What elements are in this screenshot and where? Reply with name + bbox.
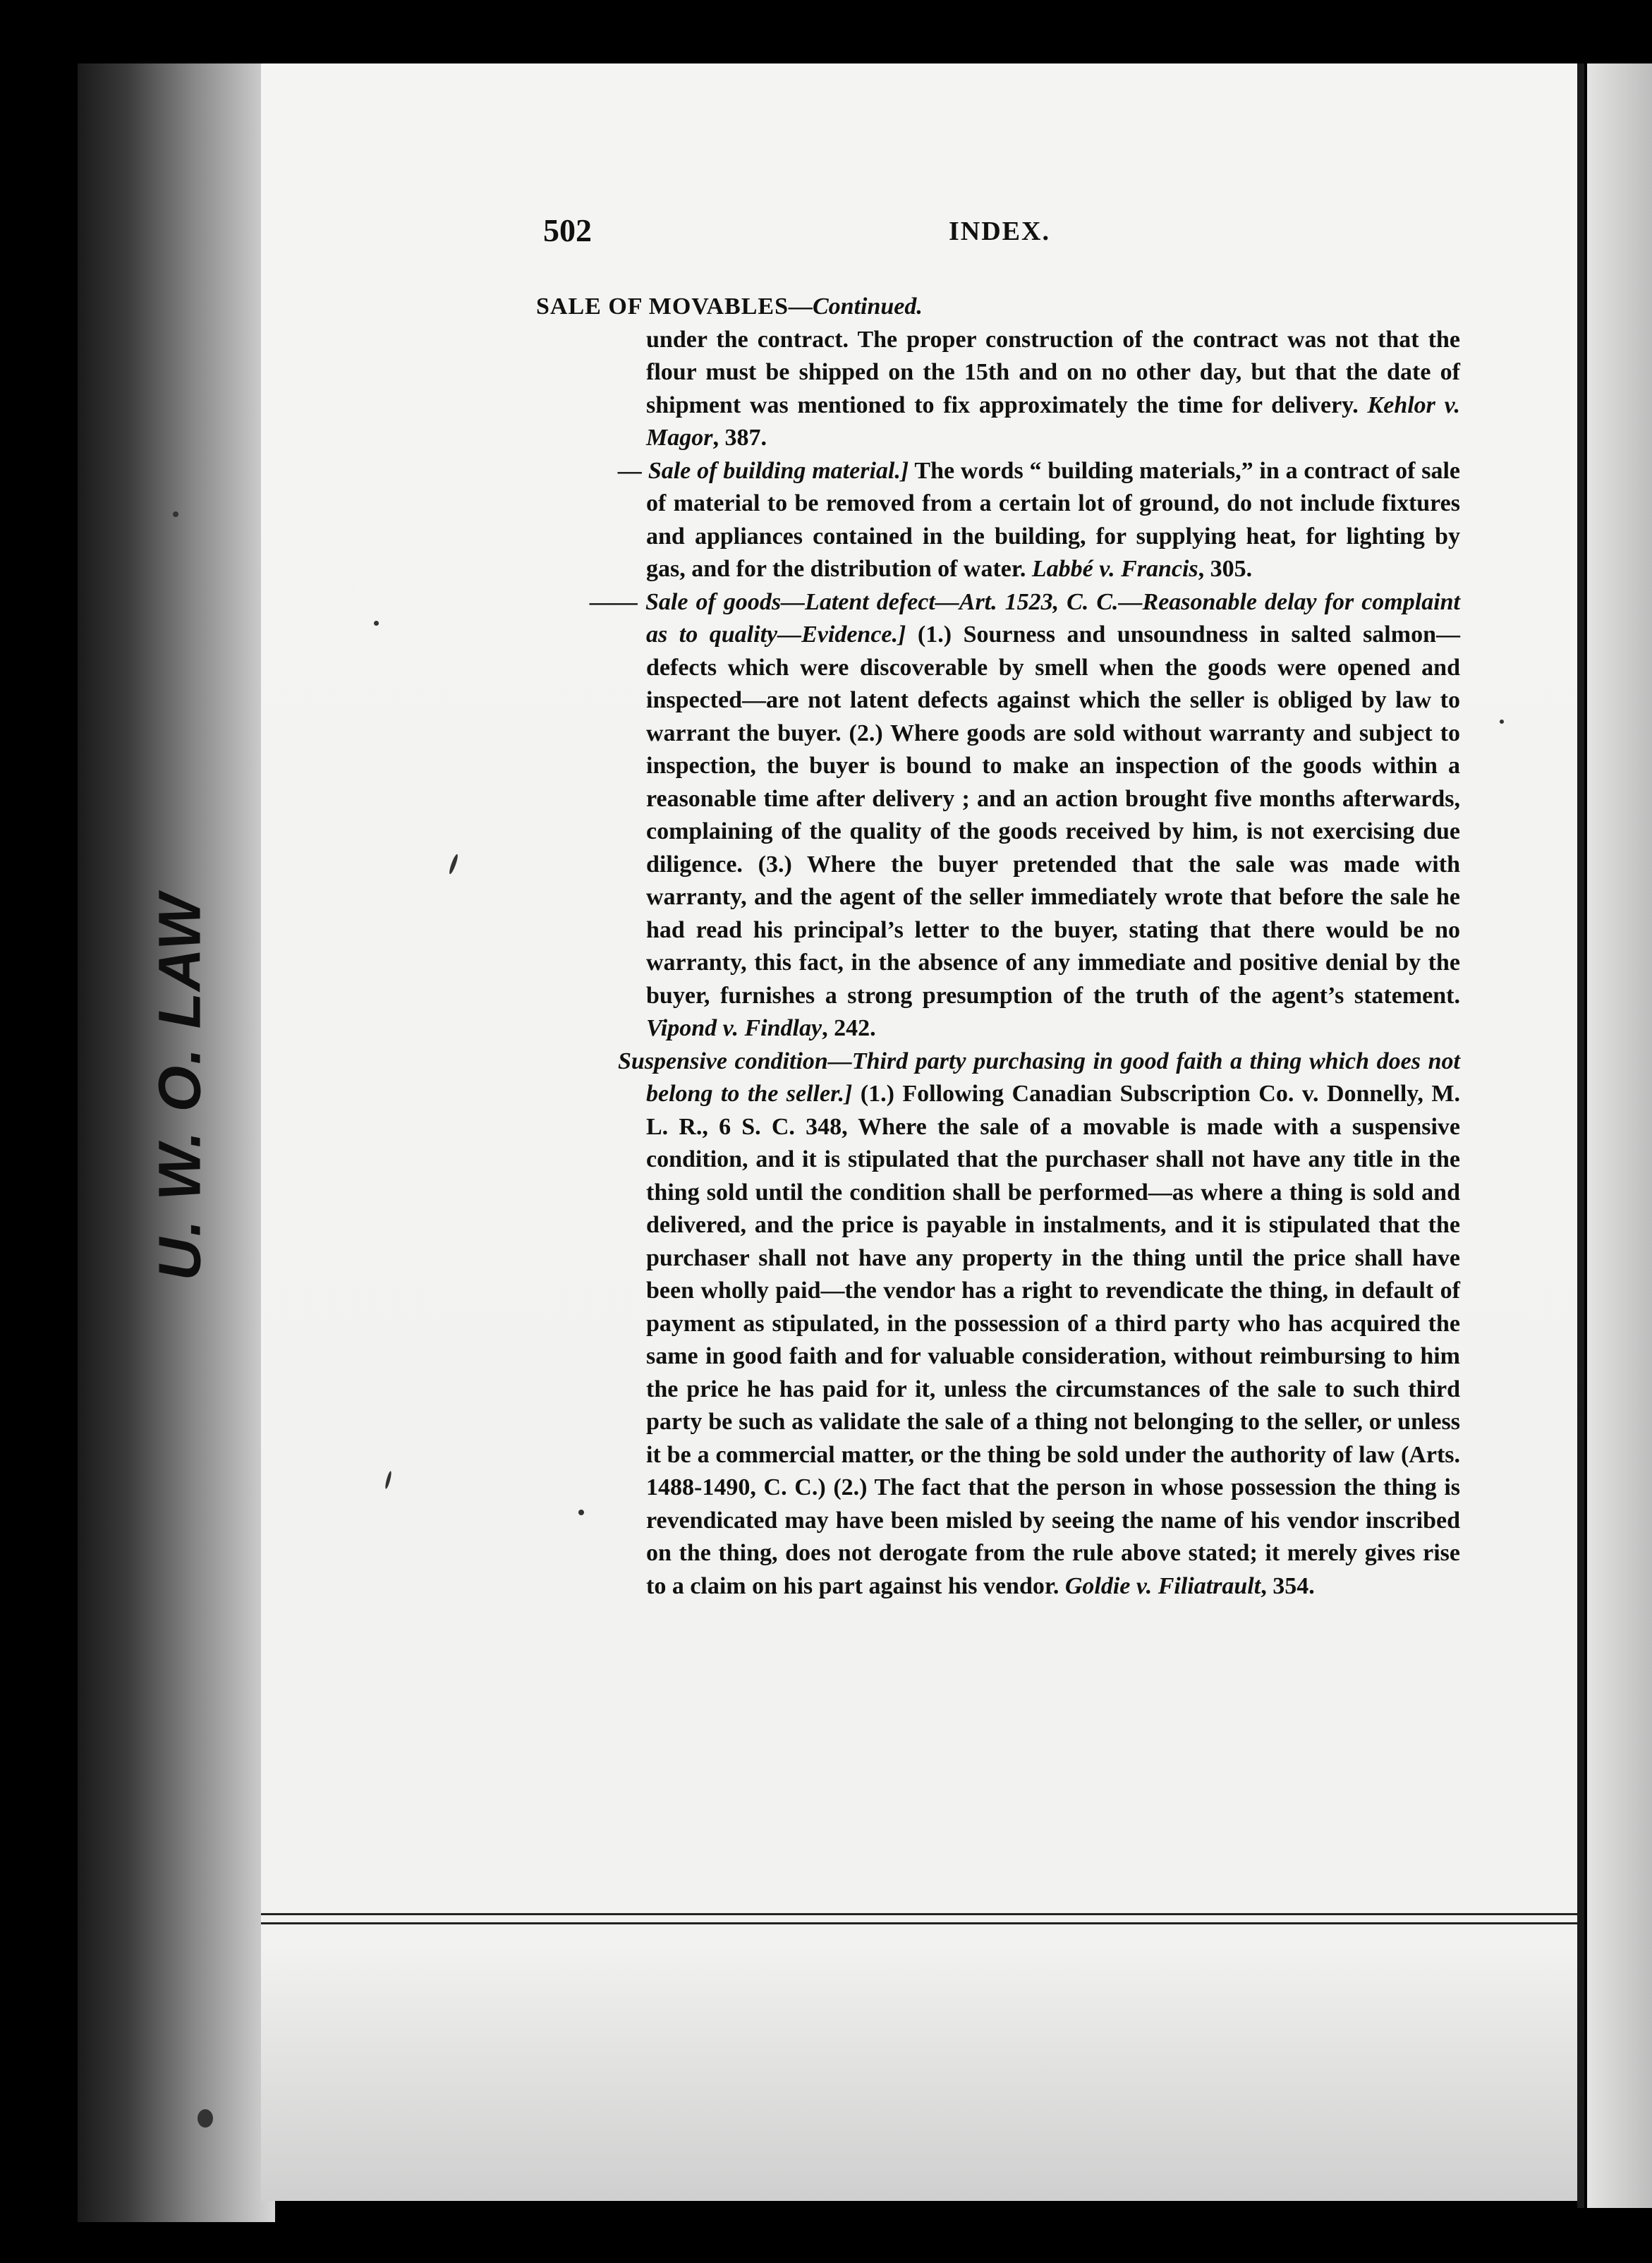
- index-entry: [618, 455, 1460, 586]
- case-page: , 242.: [822, 1015, 876, 1041]
- entry-text: under the contract. The proper construction of the contract was not that the flour must be shipped on the 15th and on no other day, but that the date of shipment was mentioned to fix approximately the time for delivery.: [646, 326, 1460, 418]
- scan-speck: [1500, 720, 1504, 724]
- index-entry: [590, 586, 1460, 1045]
- entry-text: (1.) Sourness and unsoundness in salted salmon—defects which were discoverable by smell when the goods were opened and inspected—are not latent defects against which the seller is obliged by law to warrant the buyer. (2.) Where goods are sold without warranty and subject to inspection, the buyer is bound to make an inspection of the goods within a reasonable time after delivery ; and an action brought five months afterwards, complaining of the quality of the goods received by him, is not exercising due diligence. (3.) Where the buyer pretended that the sale was made with warranty, and the agent of the seller immediately wrote that before the sale he had read his principal’s letter to the buyer, stating that there would be no warranty, this fact, in the absence of any immediate and positive denial by the buyer, furnishes a strong presumption of the truth of the agent’s statement.: [646, 621, 1460, 1009]
- scan-speck: [578, 1510, 584, 1515]
- scan-speck: [173, 511, 178, 517]
- entry-lead-in: Suspensive condition—Third party purchasing in good faith a thing which does not belong to the seller.]: [618, 1048, 1460, 1107]
- scan-speck: [198, 2109, 213, 2128]
- library-stamp-text: U. W. O. LAW: [146, 892, 213, 1280]
- case-name: Goldie v. Filiatrault: [1064, 1572, 1261, 1599]
- running-title: INDEX.: [949, 217, 1050, 246]
- case-page: , 354.: [1261, 1572, 1315, 1599]
- index-body: [536, 291, 1460, 1603]
- bottom-rule: [261, 1913, 1577, 1924]
- page-gutter: [1577, 63, 1584, 2208]
- page-number: 502: [543, 212, 592, 248]
- case-name: Kehlor v. Magor: [646, 392, 1460, 451]
- library-stamp: [134, 889, 226, 1284]
- facing-page-edge: [1587, 63, 1652, 2208]
- case-page: , 387.: [712, 425, 767, 451]
- case-page: , 305.: [1198, 556, 1253, 582]
- section-heading-title: SALE OF MOVABLES: [536, 293, 789, 320]
- section-heading-suffix: —Continued.: [788, 293, 923, 320]
- index-entry: [618, 1045, 1460, 1603]
- case-name: Labbé v. Francis: [1031, 556, 1198, 582]
- entry-lead-in: — Sale of building material.]: [618, 457, 909, 484]
- case-name: Vipond v. Findlay: [646, 1015, 822, 1041]
- index-entry: [646, 324, 1460, 455]
- page-header: [543, 212, 1453, 254]
- section-heading: [536, 291, 1460, 324]
- scan-speck: [374, 621, 379, 626]
- entry-text: The words “ building materials,” in a contract of sale of material to be removed from a certain lot of ground, do not include fixtures and appliances contained in the building, for supplying heat, for lighting by gas, and for the distribution of water.: [646, 457, 1460, 582]
- entry-text: (1.) Following Canadian Subscription Co. v. Donnelly, M. L. R., 6 S. C. 348, Where the sale of a movable is made with a suspensive condition, and it is stipulated that the purchaser shall not have any title in the thing sold until the condition shall be performed—as where a thing is sold and delivered, and the price is payable in instalments, and it is stipulated that the purchaser shall not have any property in the thing until the price shall have been wholly paid—the vendor has a right to revendicate the thing, in default of payment as stipulated, in the possession of a third party who has acquired the same in good faith and for valuable consideration, without reimbursing to him the price he has paid for it, unless the circumstances of the sale to such third party be such as validate the sale of a thing not belonging to the seller, or unless it be a commercial matter, or the thing be sold under the authority of law (Arts. 1488-1490, C. C.) (2.) The fact that the person in whose possession the thing is revendicated may have been misled by seeing the name of his vendor inscribed on the thing, does not derogate from the rule above stated; it merely gives rise to a claim on his part against his vendor.: [646, 1081, 1460, 1599]
- entry-lead-in: —— Sale of goods—Latent defect—Art. 1523, C. C.—Reasonable delay for complaint as to quality—Evidence.]: [590, 588, 1460, 648]
